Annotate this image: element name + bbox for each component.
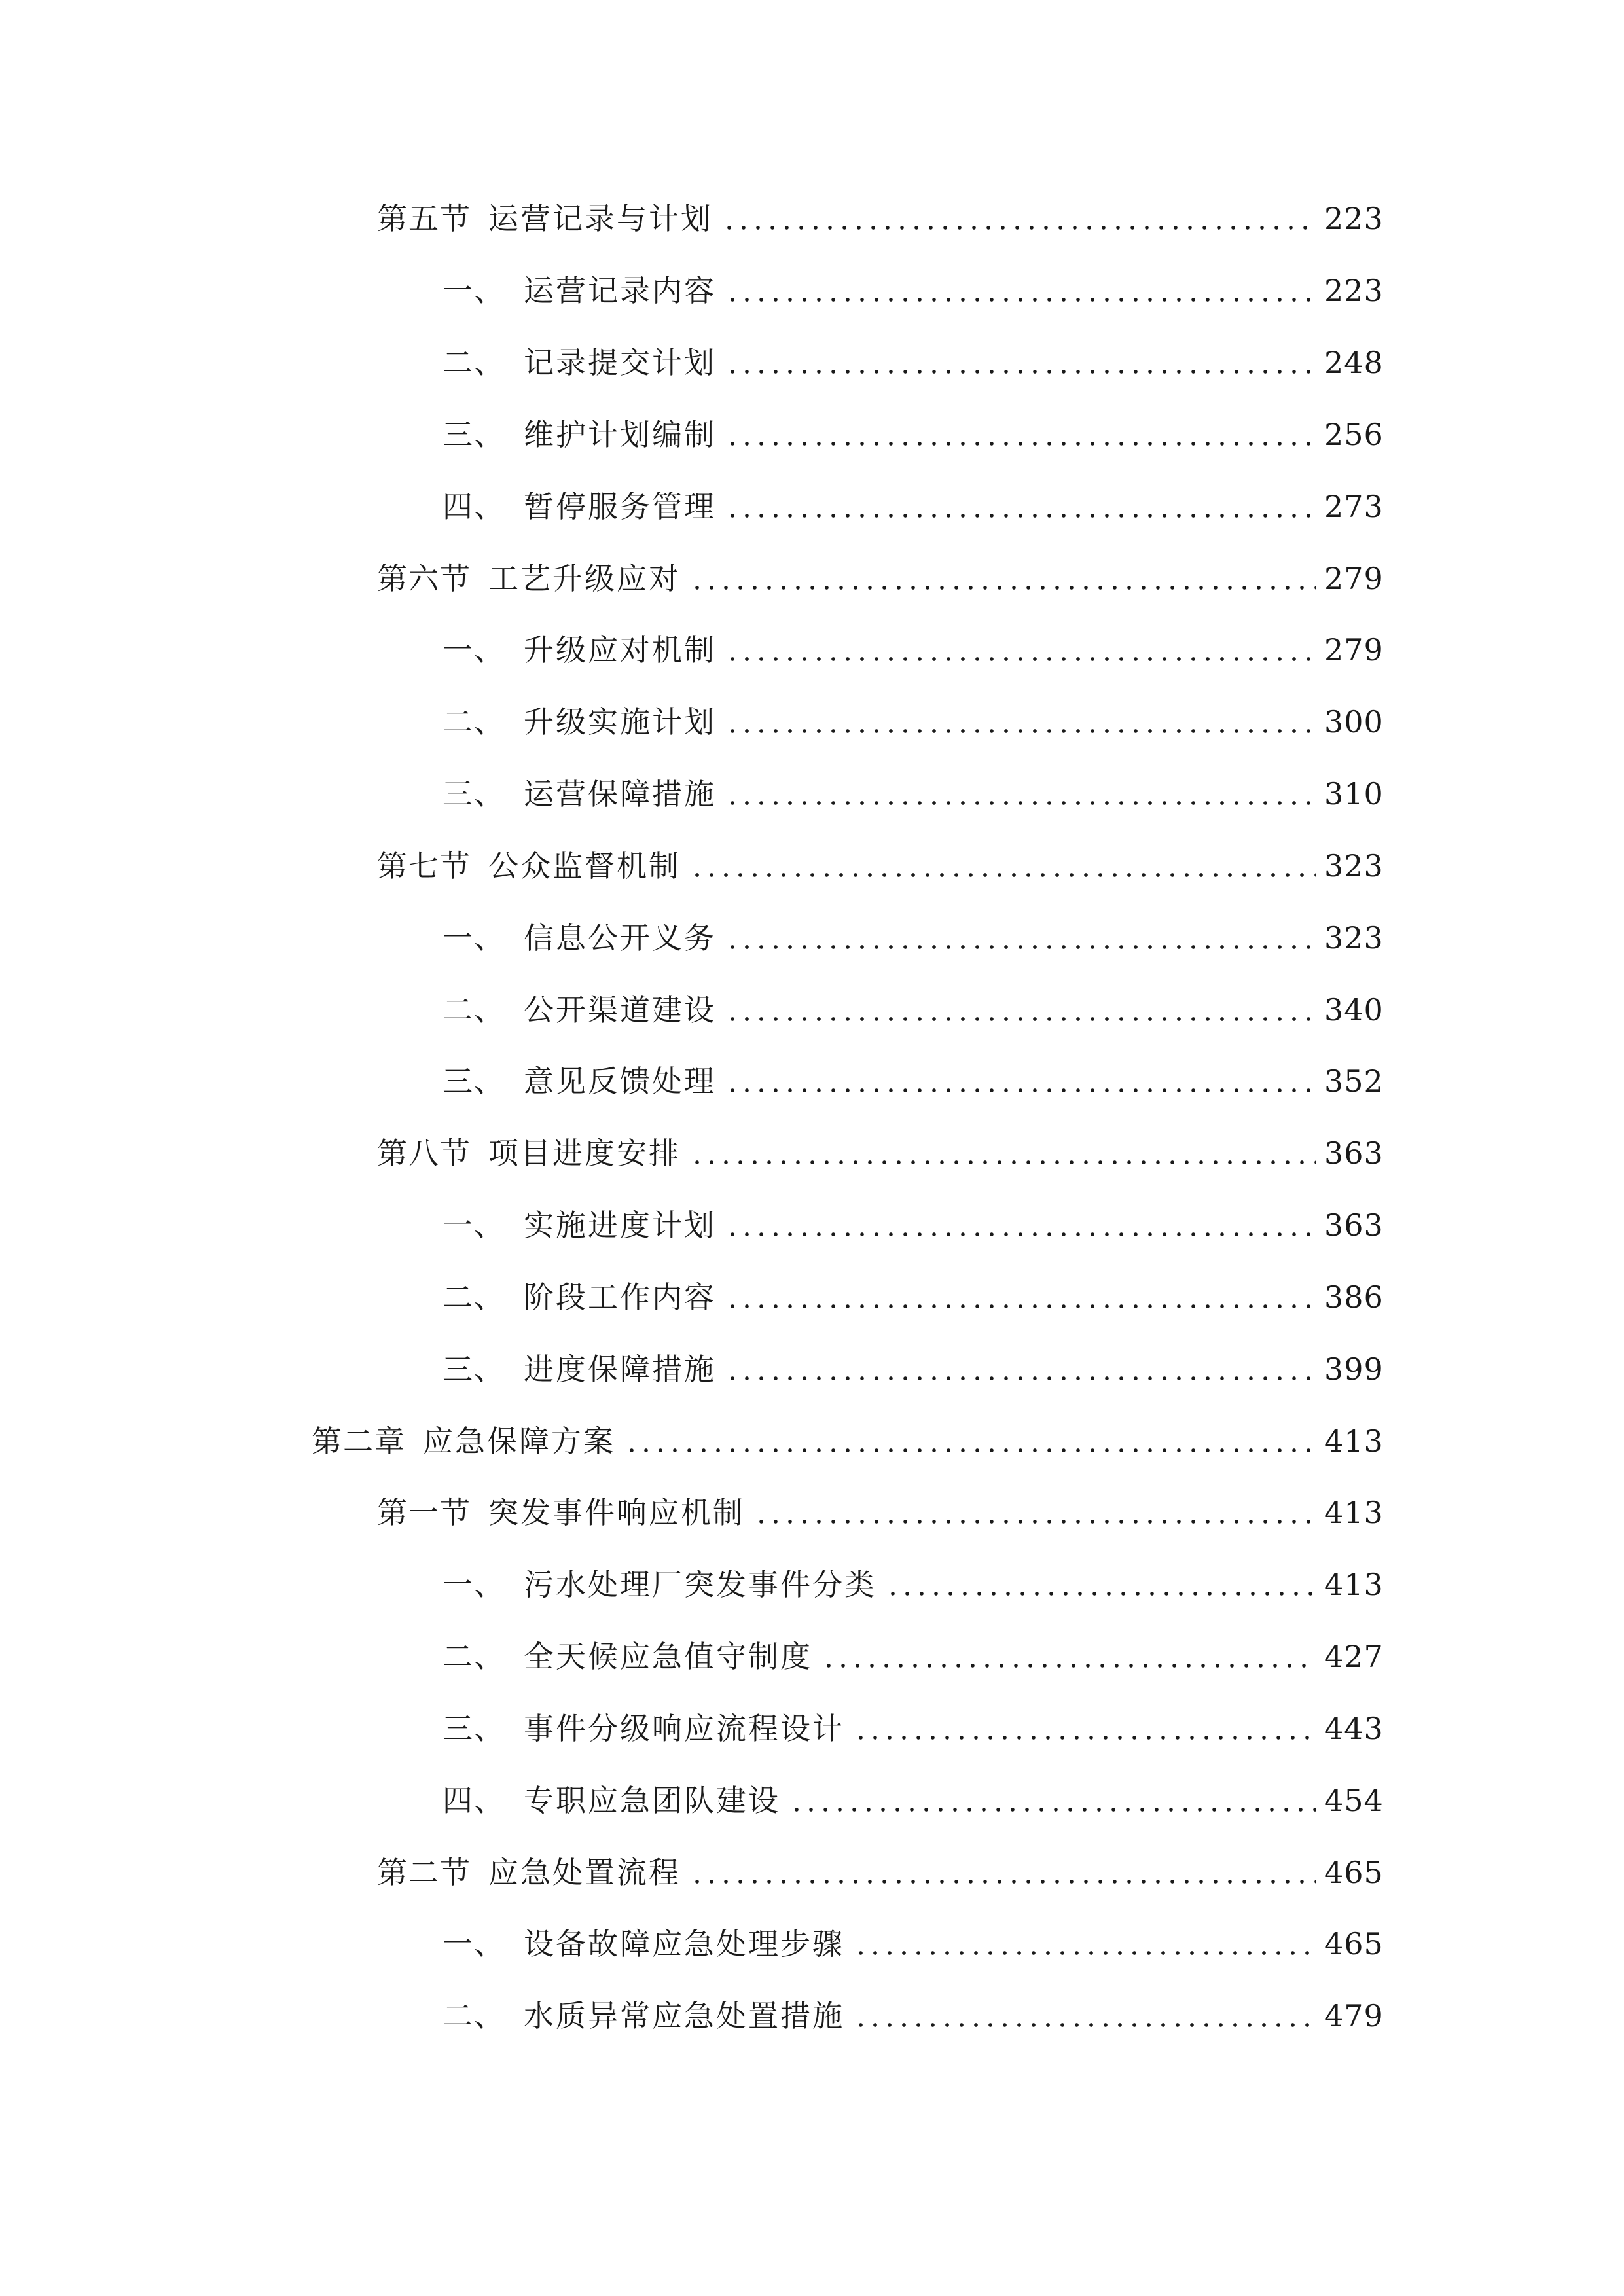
toc-entry-number: 四、 xyxy=(442,489,505,524)
dot-leader xyxy=(624,1448,1316,1453)
toc-entry-title: 维护计划编制 xyxy=(524,417,716,452)
toc-entry-title: 项目进度安排 xyxy=(488,1136,681,1171)
toc-entry-number: 二、 xyxy=(442,1639,505,1674)
toc-entry-page: 443 xyxy=(1324,1711,1384,1746)
toc-entry-number: 一、 xyxy=(442,632,505,668)
toc-entry-page: 413 xyxy=(1324,1567,1384,1602)
toc-entry-title: 升级应对机制 xyxy=(524,632,716,668)
toc-entry-title: 运营保障措施 xyxy=(524,776,716,812)
toc-entry-number: 第六节 xyxy=(377,561,471,596)
toc-entry-page: 323 xyxy=(1324,848,1384,884)
dot-leader xyxy=(725,1232,1316,1237)
toc-entry-title: 意见反馈处理 xyxy=(524,1064,716,1099)
toc-entry-title: 升级实施计划 xyxy=(524,704,716,740)
toc-entry-title: 事件分级响应流程设计 xyxy=(524,1711,844,1746)
toc-entry-page: 399 xyxy=(1324,1352,1384,1387)
toc-entry-page: 413 xyxy=(1324,1495,1384,1530)
toc-entry-page: 310 xyxy=(1324,776,1384,812)
dot-leader xyxy=(690,1160,1316,1165)
dot-leader xyxy=(725,656,1316,662)
toc-entry-title: 实施进度计划 xyxy=(524,1208,716,1243)
toc-entry-page: 479 xyxy=(1324,1998,1384,2034)
dot-leader xyxy=(854,2022,1316,2028)
dot-leader xyxy=(725,1088,1316,1093)
toc-entry[interactable] xyxy=(312,1405,1384,1477)
toc-entry-page: 363 xyxy=(1324,1208,1384,1243)
toc-entry[interactable] xyxy=(377,830,1384,902)
toc-entry-title: 水质异常应急处置措施 xyxy=(524,1998,844,2034)
toc-entry-page: 223 xyxy=(1324,201,1384,236)
toc-entry-title: 应急保障方案 xyxy=(423,1424,615,1459)
toc-entry-page: 386 xyxy=(1324,1280,1384,1315)
toc-entry-title: 应急处置流程 xyxy=(488,1855,681,1890)
toc-entry-title: 进度保障措施 xyxy=(524,1352,716,1387)
toc-entry-number: 第五节 xyxy=(377,201,471,236)
toc-entry-page: 279 xyxy=(1324,561,1384,596)
toc-entry[interactable] xyxy=(442,471,1384,543)
toc-entry[interactable] xyxy=(442,1261,1384,1333)
dot-leader xyxy=(821,1663,1316,1668)
toc-entry-page: 413 xyxy=(1324,1424,1384,1459)
toc-entry-number: 二、 xyxy=(442,1280,505,1315)
toc-entry-page: 340 xyxy=(1324,992,1384,1028)
dot-leader xyxy=(725,297,1316,302)
toc-entry[interactable] xyxy=(442,686,1384,758)
toc-entry-number: 第一节 xyxy=(377,1495,471,1530)
dot-leader xyxy=(854,1950,1316,1956)
dot-leader xyxy=(886,1591,1316,1596)
toc-entry-number: 第二节 xyxy=(377,1855,471,1890)
dot-leader xyxy=(690,585,1316,590)
toc-entry-page: 300 xyxy=(1324,704,1384,740)
toc-entry[interactable] xyxy=(442,327,1384,399)
toc-entry[interactable] xyxy=(442,902,1384,974)
toc-entry-page: 279 xyxy=(1324,632,1384,668)
dot-leader xyxy=(725,1376,1316,1381)
toc-entry[interactable] xyxy=(377,1477,1384,1549)
toc-entry[interactable] xyxy=(377,1117,1384,1189)
toc-entry-title: 公众监督机制 xyxy=(488,848,681,884)
toc-entry[interactable] xyxy=(377,1837,1384,1909)
toc-entry-number: 一、 xyxy=(442,1926,505,1962)
toc-entry-title: 阶段工作内容 xyxy=(524,1280,716,1315)
toc-entry-number: 二、 xyxy=(442,992,505,1028)
toc-entry[interactable] xyxy=(442,1693,1384,1765)
toc-entry[interactable] xyxy=(442,974,1384,1046)
toc-entry-number: 一、 xyxy=(442,1208,505,1243)
dot-leader xyxy=(725,944,1316,950)
toc-entry-title: 公开渠道建设 xyxy=(524,992,716,1028)
dot-leader xyxy=(690,1879,1316,1884)
dot-leader xyxy=(725,513,1316,518)
toc-entry-page: 454 xyxy=(1324,1783,1384,1818)
toc-entry-number: 三、 xyxy=(442,417,505,452)
toc-entry-number: 三、 xyxy=(442,1064,505,1099)
dot-leader xyxy=(754,1519,1316,1524)
toc-entry-title: 全天候应急值守制度 xyxy=(524,1639,812,1674)
toc-entry-number: 三、 xyxy=(442,776,505,812)
dot-leader xyxy=(725,1016,1316,1022)
toc-entry[interactable] xyxy=(442,1549,1384,1621)
toc-entry[interactable] xyxy=(442,1908,1384,1980)
toc-entry-number: 第七节 xyxy=(377,848,471,884)
toc-entry-number: 第八节 xyxy=(377,1136,471,1171)
dot-leader xyxy=(725,728,1316,734)
toc-entry-page: 256 xyxy=(1324,417,1384,452)
dot-leader xyxy=(690,872,1316,878)
toc-entry-number: 二、 xyxy=(442,1998,505,2034)
toc-entry-page: 427 xyxy=(1324,1639,1384,1674)
toc-entry-number: 一、 xyxy=(442,920,505,956)
toc-entry-title: 专职应急团队建设 xyxy=(524,1783,780,1818)
toc-entry-title: 信息公开义务 xyxy=(524,920,716,956)
toc-entry[interactable] xyxy=(377,183,1384,255)
toc-entry[interactable] xyxy=(442,614,1384,686)
toc-entry-page: 248 xyxy=(1324,345,1384,380)
dot-leader xyxy=(789,1807,1316,1812)
toc-entry-number: 二、 xyxy=(442,345,505,380)
toc-entry-number: 三、 xyxy=(442,1352,505,1387)
toc-entry-title: 记录提交计划 xyxy=(524,345,716,380)
toc-entry-page: 352 xyxy=(1324,1064,1384,1099)
dot-leader xyxy=(725,441,1316,446)
toc-entry-number: 一、 xyxy=(442,1567,505,1602)
toc-entry[interactable] xyxy=(442,1765,1384,1837)
toc-entry-title: 运营记录内容 xyxy=(524,273,716,308)
dot-leader xyxy=(854,1735,1316,1740)
dot-leader xyxy=(722,225,1316,230)
toc-entry-title: 污水处理厂突发事件分类 xyxy=(524,1567,876,1602)
toc-entry[interactable] xyxy=(442,1333,1384,1405)
toc-entry-page: 273 xyxy=(1324,489,1384,524)
toc-entry-title: 暂停服务管理 xyxy=(524,489,716,524)
toc-entry-page: 223 xyxy=(1324,273,1384,308)
toc-entry[interactable] xyxy=(377,543,1384,615)
toc-entry[interactable] xyxy=(442,1045,1384,1117)
dot-leader xyxy=(725,369,1316,374)
toc-entry-number: 二、 xyxy=(442,704,505,740)
toc-entry[interactable] xyxy=(442,1189,1384,1261)
toc-entry[interactable] xyxy=(442,399,1384,471)
toc-entry-title: 运营记录与计划 xyxy=(488,201,713,236)
toc-entry-number: 三、 xyxy=(442,1711,505,1746)
toc-entry-title: 工艺升级应对 xyxy=(488,561,681,596)
toc-entry-number: 一、 xyxy=(442,273,505,308)
toc-entry-page: 323 xyxy=(1324,920,1384,956)
toc-entry[interactable] xyxy=(442,758,1384,830)
toc-entry-page: 465 xyxy=(1324,1926,1384,1962)
toc-entry-number: 四、 xyxy=(442,1783,505,1818)
toc-entry-page: 465 xyxy=(1324,1855,1384,1890)
toc-entry[interactable] xyxy=(442,255,1384,327)
toc-entry[interactable] xyxy=(442,1621,1384,1693)
toc-entry-title: 突发事件响应机制 xyxy=(488,1495,745,1530)
toc-entry-title: 设备故障应急处理步骤 xyxy=(524,1926,844,1962)
dot-leader xyxy=(725,1304,1316,1309)
toc-entry-number: 第二章 xyxy=(312,1424,406,1459)
toc-entry-page: 363 xyxy=(1324,1136,1384,1171)
dot-leader xyxy=(725,800,1316,806)
toc-entry[interactable] xyxy=(442,1980,1384,2052)
